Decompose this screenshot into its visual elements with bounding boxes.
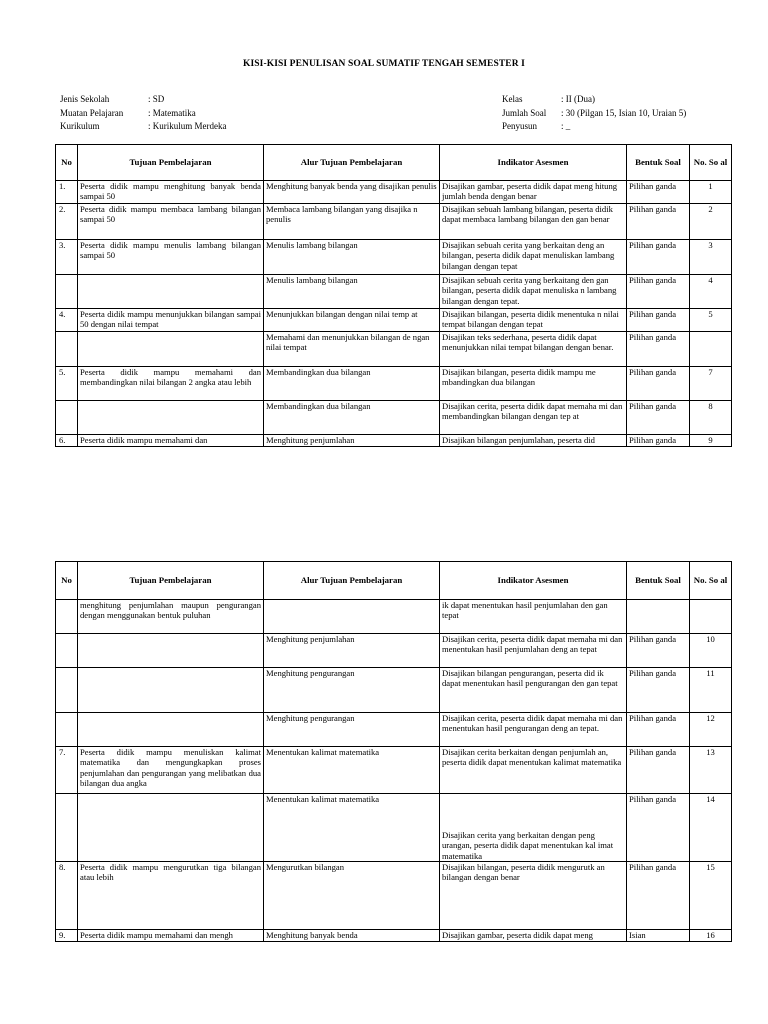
learning-objective: Peserta didik mampu memahami dan <box>78 435 264 447</box>
header-learning-objective: Tujuan Pembelajaran <box>78 562 264 600</box>
table-row <box>56 747 732 794</box>
table-row <box>56 181 732 204</box>
meta-value: : SD <box>148 94 165 104</box>
header-learning-objective: Tujuan Pembelajaran <box>78 145 264 181</box>
table-header-row <box>56 562 732 600</box>
learning-flow: Menghitung banyak benda <box>264 930 440 942</box>
question-form: Pilihan ganda <box>627 204 690 240</box>
learning-objective: Peserta didik mampu menghitung banyak benda sampai 50 <box>78 181 264 204</box>
assessment-indicator: Disajikan sebuah cerita yang berkaitan deng an bilangan, peserta didik dapat menuliskan lambang bilangan dengan tepat <box>440 240 627 275</box>
header-question-number: No. So al <box>690 562 732 600</box>
meta-row-subject <box>60 107 226 121</box>
learning-flow: Membaca lambang bilangan yang disajika n penulis <box>264 204 440 240</box>
learning-flow: Membandingkan dua bilangan <box>264 367 440 401</box>
header-no: No <box>56 145 78 181</box>
question-form: Pilihan ganda <box>627 862 690 930</box>
question-form: Pilihan ganda <box>627 794 690 862</box>
learning-flow: Menulis lambang bilangan <box>264 275 440 309</box>
header-learning-flow: Alur Tujuan Pembelajaran <box>264 145 440 181</box>
header-assessment-indicator: Indikator Asesmen <box>440 562 627 600</box>
question-number: 1 <box>690 181 732 204</box>
question-number: 4 <box>690 275 732 309</box>
header-learning-flow: Alur Tujuan Pembelajaran <box>264 562 440 600</box>
table-row <box>56 401 732 435</box>
question-number: 3 <box>690 240 732 275</box>
learning-objective: menghitung penjumlahan maupun pengurangan dengan menggunakan bentuk puluhan <box>78 600 264 634</box>
table-row <box>56 634 732 668</box>
row-number: 3. <box>56 240 78 275</box>
learning-objective <box>78 275 264 309</box>
row-number <box>56 275 78 309</box>
learning-objective <box>78 332 264 367</box>
question-form: Pilihan ganda <box>627 181 690 204</box>
learning-objective <box>78 668 264 713</box>
meta-value: : _ <box>561 121 571 131</box>
learning-flow: Menghitung penjumlahan <box>264 435 440 447</box>
learning-objective <box>78 401 264 435</box>
document-meta-right <box>502 93 686 134</box>
learning-flow: Menentukan kalimat matematika <box>264 794 440 862</box>
assessment-indicator: Disajikan gambar, peserta didik dapat meng hitung jumlah benda dengan benar <box>440 181 627 204</box>
learning-flow: Membandingkan dua bilangan <box>264 401 440 435</box>
assessment-indicator: Disajikan teks sederhana, peserta didik dapat menunjukkan nilai tempat bilangan dengan benar. <box>440 332 627 367</box>
assessment-indicator: Disajikan cerita, peserta didik dapat memaha mi dan membandingkan bilangan dengan tep at <box>440 401 627 435</box>
question-form: Isian <box>627 930 690 942</box>
row-number <box>56 332 78 367</box>
learning-objective: Peserta didik mampu menunjukkan bilangan sampai 50 dengan nilai tempat <box>78 309 264 332</box>
learning-objective: Peserta didik mampu mengurutkan tiga bilangan atau lebih <box>78 862 264 930</box>
meta-value: : 30 (Pilgan 15, Isian 10, Uraian 5) <box>561 107 687 118</box>
document-title: KISI-KISI PENULISAN SOAL SUMATIF TENGAH SEMESTER I <box>243 59 525 69</box>
assessment-indicator: Disajikan sebuah lambang bilangan, peserta didik dapat membaca lambang bilangan den gan benar <box>440 204 627 240</box>
learning-flow <box>264 600 440 634</box>
question-number <box>690 332 732 367</box>
learning-objective: Peserta didik mampu menuliskan kalimat matematika dan mengungkapkan proses penjumlahan dan pengurangan yang melibatkan dua bilangan dua angka <box>78 747 264 794</box>
row-number <box>56 600 78 634</box>
meta-row-author <box>502 120 686 134</box>
learning-flow: Menghitung pengurangan <box>264 713 440 747</box>
row-number: 7. <box>56 747 78 794</box>
question-number <box>690 600 732 634</box>
row-number: 8. <box>56 862 78 930</box>
table-row <box>56 862 732 930</box>
question-form: Pilihan ganda <box>627 275 690 309</box>
assessment-indicator: Disajikan cerita, peserta didik dapat memaha mi dan menentukan hasil pengurangan deng an tepat. <box>440 713 627 747</box>
document-meta-left <box>60 93 226 134</box>
learning-flow: Menunjukkan bilangan dengan nilai temp at <box>264 309 440 332</box>
question-number: 15 <box>690 862 732 930</box>
table-row <box>56 668 732 713</box>
meta-label: Kurikulum <box>60 121 100 131</box>
assessment-indicator: Disajikan bilangan pengurangan, peserta did ik dapat menentukan hasil pengurangan den gan tepat <box>440 668 627 713</box>
meta-label: Kelas <box>502 94 523 104</box>
table-row <box>56 713 732 747</box>
question-number: 14 <box>690 794 732 862</box>
meta-value: : II (Dua) <box>561 94 595 104</box>
learning-flow: Menghitung penjumlahan <box>264 634 440 668</box>
question-form <box>627 600 690 634</box>
row-number <box>56 634 78 668</box>
row-number: 9. <box>56 930 78 942</box>
learning-objective <box>78 634 264 668</box>
learning-objective: Peserta didik mampu menulis lambang bilangan sampai 50 <box>78 240 264 275</box>
row-number: 6. <box>56 435 78 447</box>
table-header-row <box>56 145 732 181</box>
assessment-indicator: Disajikan sebuah cerita yang berkaitang den gan bilangan, peserta didik dapat menuliska n lambang bilangan dengan tepat. <box>440 275 627 309</box>
meta-label: Jenis Sekolah <box>60 94 110 104</box>
assessment-indicator: Disajikan cerita, peserta didik dapat memaha mi dan menentukan hasil penjumlahan deng an tepat <box>440 634 627 668</box>
question-form: Pilihan ganda <box>627 401 690 435</box>
question-form: Pilihan ganda <box>627 747 690 794</box>
question-form: Pilihan ganda <box>627 634 690 668</box>
question-number: 9 <box>690 435 732 447</box>
assessment-indicator: Disajikan gambar, peserta didik dapat meng <box>440 930 627 942</box>
question-number: 5 <box>690 309 732 332</box>
learning-flow: Memahami dan menunjukkan bilangan de ngan nilai tempat <box>264 332 440 367</box>
row-number <box>56 713 78 747</box>
meta-label: Jumlah Soal <box>502 107 547 118</box>
row-number <box>56 401 78 435</box>
table-row <box>56 794 732 862</box>
meta-value: : Kurikulum Merdeka <box>148 121 227 131</box>
table-row <box>56 332 732 367</box>
meta-label: Penyusun <box>502 121 538 131</box>
table-row <box>56 275 732 309</box>
table-2-body <box>56 600 732 942</box>
header-question-form: Bentuk Soal <box>627 145 690 181</box>
question-grid-table-1 <box>55 144 732 447</box>
meta-label: Muatan Pelajaran <box>60 107 124 118</box>
question-number: 7 <box>690 367 732 401</box>
table-row <box>56 930 732 942</box>
meta-row-class <box>502 93 686 107</box>
learning-flow: Menentukan kalimat matematika <box>264 747 440 794</box>
row-number: 1. <box>56 181 78 204</box>
question-number: 2 <box>690 204 732 240</box>
assessment-indicator: ik dapat menentukan hasil penjumlahan den gan tepat <box>440 600 627 634</box>
question-form: Pilihan ganda <box>627 668 690 713</box>
table-row <box>56 435 732 447</box>
question-form: Pilihan ganda <box>627 332 690 367</box>
question-number: 11 <box>690 668 732 713</box>
assessment-indicator: Disajikan bilangan penjumlahan, peserta did <box>440 435 627 447</box>
assessment-indicator: Disajikan cerita yang berkaitan dengan peng urangan, peserta didik dapat menentukan kal imat matematika <box>440 794 627 862</box>
question-number: 10 <box>690 634 732 668</box>
learning-flow: Menghitung banyak benda yang disajikan penulis <box>264 181 440 204</box>
table-row <box>56 240 732 275</box>
assessment-indicator: Disajikan bilangan, peserta didik mampu me mbandingkan dua bilangan <box>440 367 627 401</box>
assessment-indicator: Disajikan bilangan, peserta didik menentuka n nilai tempat bilangan dengan tepat <box>440 309 627 332</box>
learning-flow: Menghitung pengurangan <box>264 668 440 713</box>
learning-objective: Peserta didik mampu memahami dan membandingkan nilai bilangan 2 angka atau lebih <box>78 367 264 401</box>
question-number: 12 <box>690 713 732 747</box>
learning-objective <box>78 713 264 747</box>
question-form: Pilihan ganda <box>627 309 690 332</box>
question-form: Pilihan ganda <box>627 240 690 275</box>
meta-row-school-type <box>60 93 226 107</box>
header-no: No <box>56 562 78 600</box>
meta-row-curriculum <box>60 120 226 134</box>
question-form: Pilihan ganda <box>627 713 690 747</box>
header-question-number: No. So al <box>690 145 732 181</box>
assessment-indicator: Disajikan cerita berkaitan dengan penjumlah an, peserta didik dapat menentukan kalimat matematika <box>440 747 627 794</box>
row-number: 2. <box>56 204 78 240</box>
question-number: 16 <box>690 930 732 942</box>
learning-objective <box>78 794 264 862</box>
table-1-body <box>56 181 732 447</box>
table-row <box>56 600 732 634</box>
question-grid-table-2 <box>55 561 732 942</box>
learning-objective: Peserta didik mampu memahami dan mengh <box>78 930 264 942</box>
row-number <box>56 668 78 713</box>
assessment-indicator: Disajikan bilangan, peserta didik mengurutk an bilangan dengan benar <box>440 862 627 930</box>
row-number: 4. <box>56 309 78 332</box>
learning-flow: Mengurutkan bilangan <box>264 862 440 930</box>
row-number: 5. <box>56 367 78 401</box>
question-form: Pilihan ganda <box>627 367 690 401</box>
question-number: 13 <box>690 747 732 794</box>
meta-value: : Matematika <box>148 107 196 118</box>
learning-flow: Menulis lambang bilangan <box>264 240 440 275</box>
table-row <box>56 367 732 401</box>
table-row <box>56 309 732 332</box>
learning-objective: Peserta didik mampu membaca lambang bilangan sampai 50 <box>78 204 264 240</box>
question-number: 8 <box>690 401 732 435</box>
header-assessment-indicator: Indikator Asesmen <box>440 145 627 181</box>
row-number <box>56 794 78 862</box>
meta-row-question-count <box>502 107 686 121</box>
header-question-form: Bentuk Soal <box>627 562 690 600</box>
question-form: Pilihan ganda <box>627 435 690 447</box>
table-row <box>56 204 732 240</box>
